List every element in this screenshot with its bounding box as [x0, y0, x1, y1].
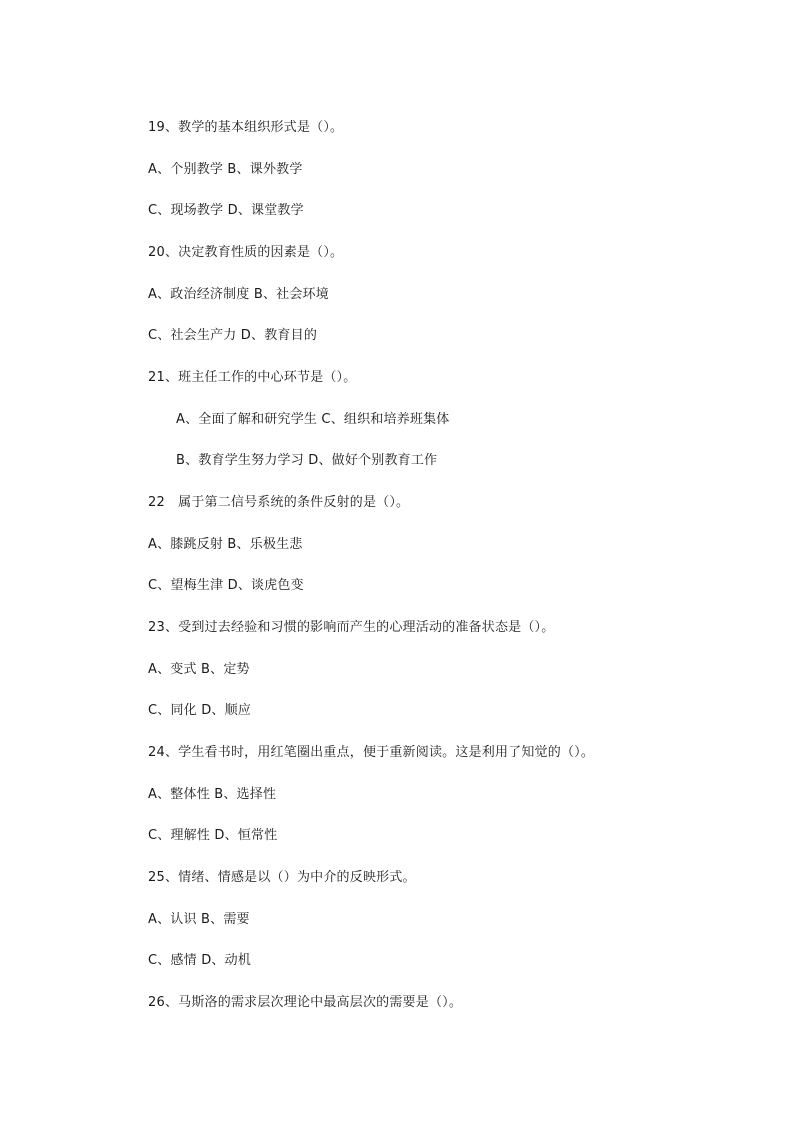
question-22-options-ab: A、膝跳反射 B、乐极生悲	[148, 537, 303, 552]
question-24-options-ab: A、整体性 B、选择性	[148, 787, 277, 802]
question-21-options-bd: B、教育学生努力学习 D、做好个别教育工作	[176, 453, 438, 468]
question-20-options-cd: C、社会生产力 D、教育目的	[148, 328, 318, 343]
question-23: 23、受到过去经验和习惯的影响而产生的心理活动的准备状态是（）。	[148, 620, 555, 635]
question-19-options-cd: C、现场教学 D、课堂教学	[148, 203, 304, 218]
question-21: 21、班主任工作的中心环节是（）。	[148, 370, 357, 385]
question-21-options-ac: A、全面了解和研究学生 C、组织和培养班集体	[176, 412, 450, 427]
question-20-options-ab: A、政治经济制度 B、社会环境	[148, 287, 329, 302]
question-19-options-ab: A、个别教学 B、课外教学	[148, 162, 303, 177]
question-26: 26、马斯洛的需求层次理论中最高层次的需要是（）。	[148, 995, 463, 1010]
question-24: 24、学生看书时，用红笔圈出重点，便于重新阅读。这是利用了知觉的（）。	[148, 745, 595, 760]
question-23-options-cd: C、同化 D、顺应	[148, 703, 252, 718]
question-25-options-ab: A、认识 B、需要	[148, 912, 250, 927]
question-19: 19、教学的基本组织形式是（）。	[148, 120, 344, 135]
question-25-options-cd: C、感情 D、动机	[148, 953, 252, 968]
question-20: 20、决定教育性质的因素是（）。	[148, 245, 344, 260]
question-22: 22 属于第二信号系统的条件反射的是（）。	[148, 495, 410, 510]
question-25: 25、情绪、情感是以（）为中介的反映形式。	[148, 870, 416, 885]
question-22-options-cd: C、望梅生津 D、谈虎色变	[148, 578, 304, 593]
question-23-options-ab: A、变式 B、定势	[148, 662, 250, 677]
question-24-options-cd: C、理解性 D、恒常性	[148, 828, 278, 843]
